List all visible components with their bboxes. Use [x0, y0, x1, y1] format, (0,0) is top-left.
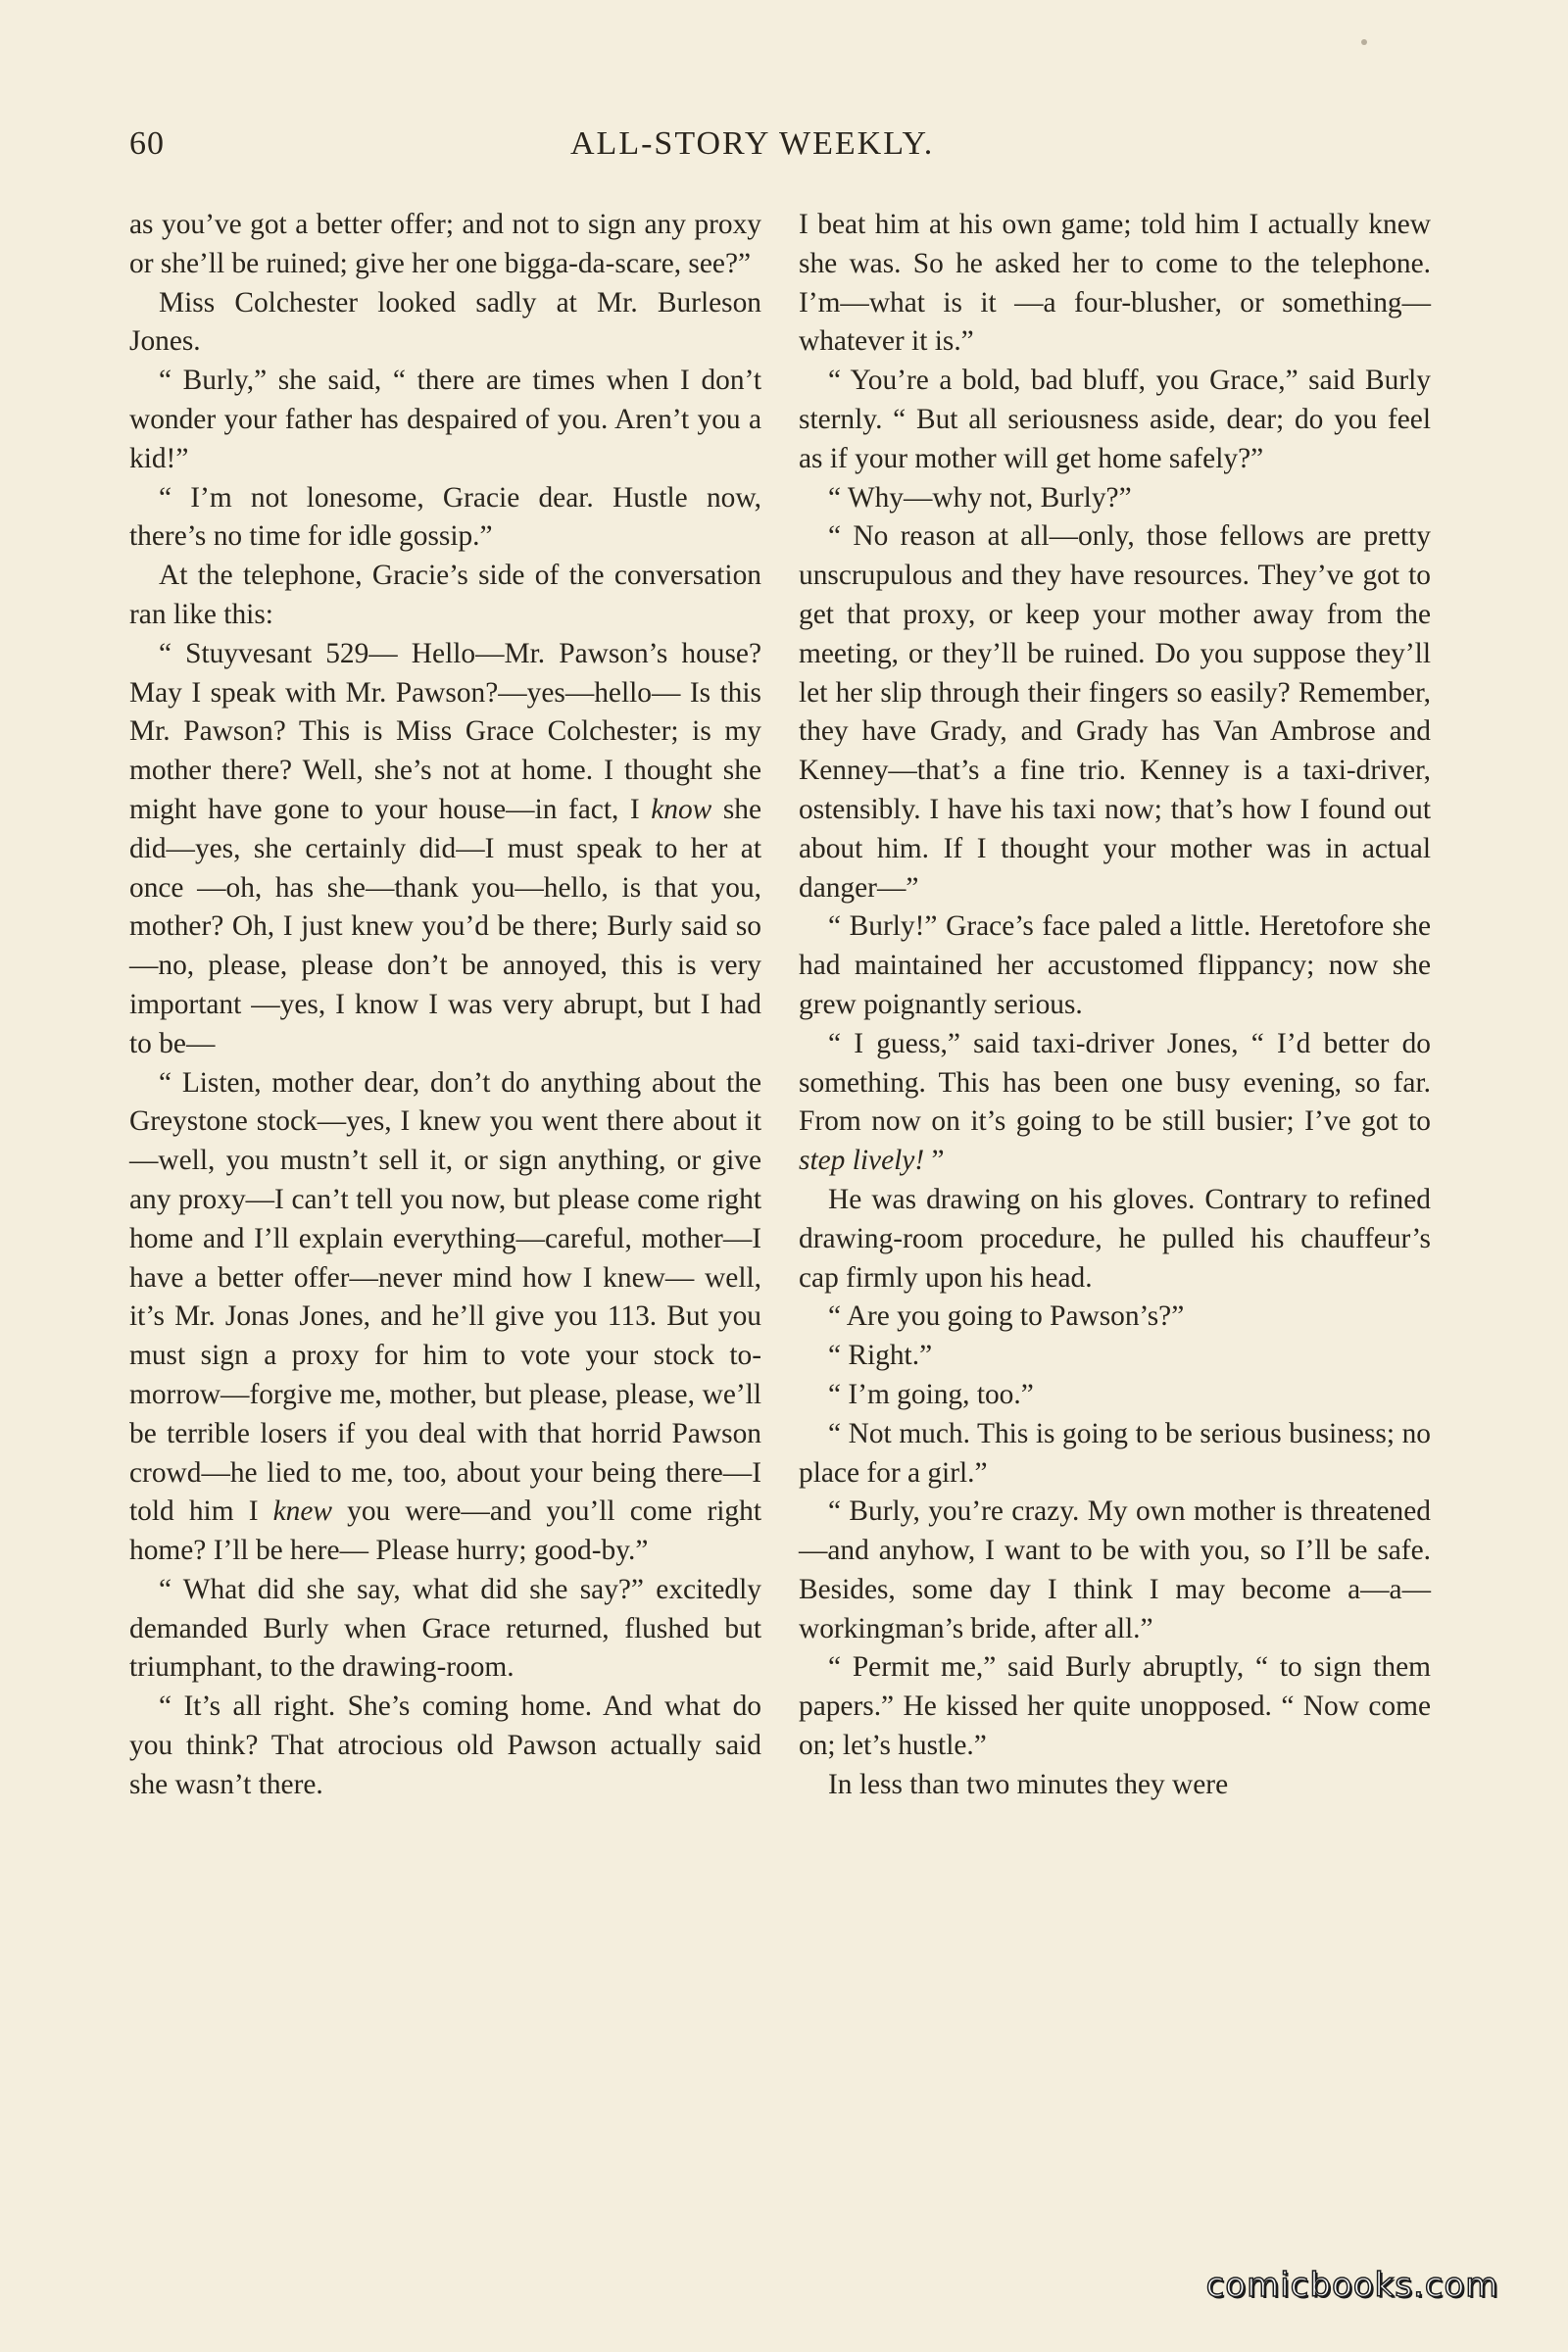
paragraph — [129, 206, 761, 284]
left-column — [129, 206, 761, 1805]
paragraph — [799, 1766, 1431, 1805]
watermark-text: comicbooks.com — [1205, 2266, 1499, 2305]
paragraph-text: “ What did she say, what did she say?” excitedly demanded Burly when Grace returned, flushed but triumphant, to the drawing-room. — [129, 1573, 761, 1684]
paragraph-text: “ Right.” — [828, 1340, 933, 1372]
paragraph-text: “ Why—why not, Burly?” — [828, 481, 1132, 514]
paragraph-text: He was drawing on his gloves. Contrary to refined drawing-room procedure, he pulled his chauffeur’s cap firmly upon his head. — [799, 1183, 1431, 1294]
paper-speck — [1361, 39, 1367, 45]
paragraph-text: “ I guess,” said taxi-driver Jones, “ I’d better do something. This has been one busy evening, so far. From now on it’s going to be still busier; I’ve got to — [799, 1027, 1431, 1138]
running-head: ALL-STORY WEEKLY. — [570, 125, 935, 162]
paragraph — [799, 479, 1431, 518]
paragraph — [799, 517, 1431, 907]
paragraph — [799, 1025, 1431, 1181]
paragraph-text: as you’ve got a better offer; and not to sign any proxy or she’ll be ruined; give her one bigga-da-scare, see?” — [129, 209, 761, 279]
paragraph — [129, 1688, 761, 1804]
paragraph-text-continued: she did—yes, she certainly did—I must speak to her at once —oh, has she—thank you—hello, is that you, mother? Oh, I just knew you’d be there; Burly said so—no, please, please don’t be annoyed, this is very important —yes, I know I was very abrupt, but I had to be— — [129, 793, 761, 1059]
italic-emphasis: knew — [272, 1495, 332, 1528]
paragraph — [129, 557, 761, 635]
right-column — [799, 206, 1431, 1805]
paragraph — [129, 1064, 761, 1571]
paragraph-text: “ I’m not lonesome, Gracie dear. Hustle now, there’s no time for idle gossip.” — [129, 481, 761, 553]
paragraph-text: “ Listen, mother dear, don’t do anything about the Greystone stock—yes, I knew you went there about it—well, you mustn’t sell it, or sign anything, or give any proxy—I can’t tell you now, but please come right home and I’ll explain everything—careful, mother—I have a better offer—never mind how I knew— well, it’s Mr. Jonas Jones, and he’ll give you 113. But you must sign a proxy for him to vote your stock to-morrow—forgive me, mother, but please, please, we’ll be terrible losers if you deal with that horrid Pawson crowd—he lied to me, too, about your being there—I told him I — [129, 1066, 761, 1528]
paragraph-text: “ Burly,” she said, “ there are times when I don’t wonder your father has despaired of you. Aren’t you a kid!” — [129, 365, 761, 474]
page-number: 60 — [129, 125, 165, 162]
paragraph — [799, 1415, 1431, 1494]
paragraph-text: “ No reason at all—only, those fellows are pretty unscrupulous and they have resources. They’ve got to get that proxy, or keep your mother away from the meeting, or they’ll be ruined. Do you suppose they’ll let her slip through their fingers so easily? Remember, they have Grady, and Grady has Van Ambrose and Kenney—that’s a fine trio. Kenney is a taxi-driver, ostensibly. I have his taxi now; that’s how I found out about him. If I thought your mother was in actual danger—” — [799, 520, 1431, 904]
paragraph — [799, 206, 1431, 362]
paragraph-text: Miss Colchester looked sadly at Mr. Burleson Jones. — [129, 286, 761, 358]
paragraph — [129, 635, 761, 1064]
watermark-logo — [1186, 2258, 1519, 2313]
italic-emphasis: know — [651, 793, 712, 825]
paragraph — [799, 1648, 1431, 1765]
paragraph — [799, 1376, 1431, 1415]
paragraph — [799, 1181, 1431, 1298]
paragraph — [799, 1298, 1431, 1337]
paragraph — [129, 362, 761, 478]
paragraph — [799, 907, 1431, 1024]
paragraph — [799, 1337, 1431, 1376]
paragraph-text: “ Burly, you’re crazy. My own mother is threatened—and anyhow, I want to be with you, so I’ll be safe. Besides, some day I think I may become a—a—workingman’s bride, after all.” — [799, 1495, 1431, 1644]
italic-emphasis: step lively! — [799, 1145, 925, 1177]
paragraph — [799, 362, 1431, 478]
paragraph-text: “ Burly!” Grace’s face paled a little. Heretofore she had maintained her accustomed flippancy; now she grew poignantly serious. — [799, 910, 1431, 1020]
paragraph-text: “ Stuyvesant 529— Hello—Mr. Pawson’s house? May I speak with Mr. Pawson?—yes—hello— Is this Mr. Pawson? This is Miss Grace Colchester; is my mother there? Well, she’s not at home. I thought she might have gone to your house—in fact, I — [129, 637, 761, 825]
paragraph — [799, 1493, 1431, 1648]
paragraph-text-continued: you were—and you’ll come right home? I’ll be here— Please hurry; good-by.” — [129, 1495, 761, 1567]
paragraph-text-continued: ” — [924, 1145, 945, 1177]
paragraph-text: At the telephone, Gracie’s side of the conversation ran like this: — [129, 560, 761, 630]
paragraph-text: I beat him at his own game; told him I actually knew she was. So he asked her to come to the telephone. I’m—what is it —a four-blusher, or something—whatever it is.” — [799, 209, 1431, 358]
page-header — [129, 125, 1443, 184]
paragraph-text: “ You’re a bold, bad bluff, you Grace,” said Burly sternly. “ But all seriousness aside, dear; do you feel as if your mother will get home safely?” — [799, 365, 1431, 474]
paragraph — [129, 479, 761, 558]
paragraph-text: “ Not much. This is going to be serious business; no place for a girl.” — [799, 1417, 1431, 1489]
paragraph — [129, 1571, 761, 1688]
paragraph — [129, 284, 761, 363]
paragraph-text: In less than two minutes they were — [828, 1768, 1229, 1800]
paragraph-text: “ It’s all right. She’s coming home. And what do you think? That atrocious old Pawson actually said she wasn’t there. — [129, 1690, 761, 1800]
paragraph-text: “ Are you going to Pawson’s?” — [828, 1300, 1185, 1333]
paragraph-text: “ I’m going, too.” — [828, 1378, 1034, 1410]
paragraph-text: “ Permit me,” said Burly abruptly, “ to sign them papers.” He kissed her quite unopposed. “ Now come on; let’s hustle.” — [799, 1651, 1431, 1762]
